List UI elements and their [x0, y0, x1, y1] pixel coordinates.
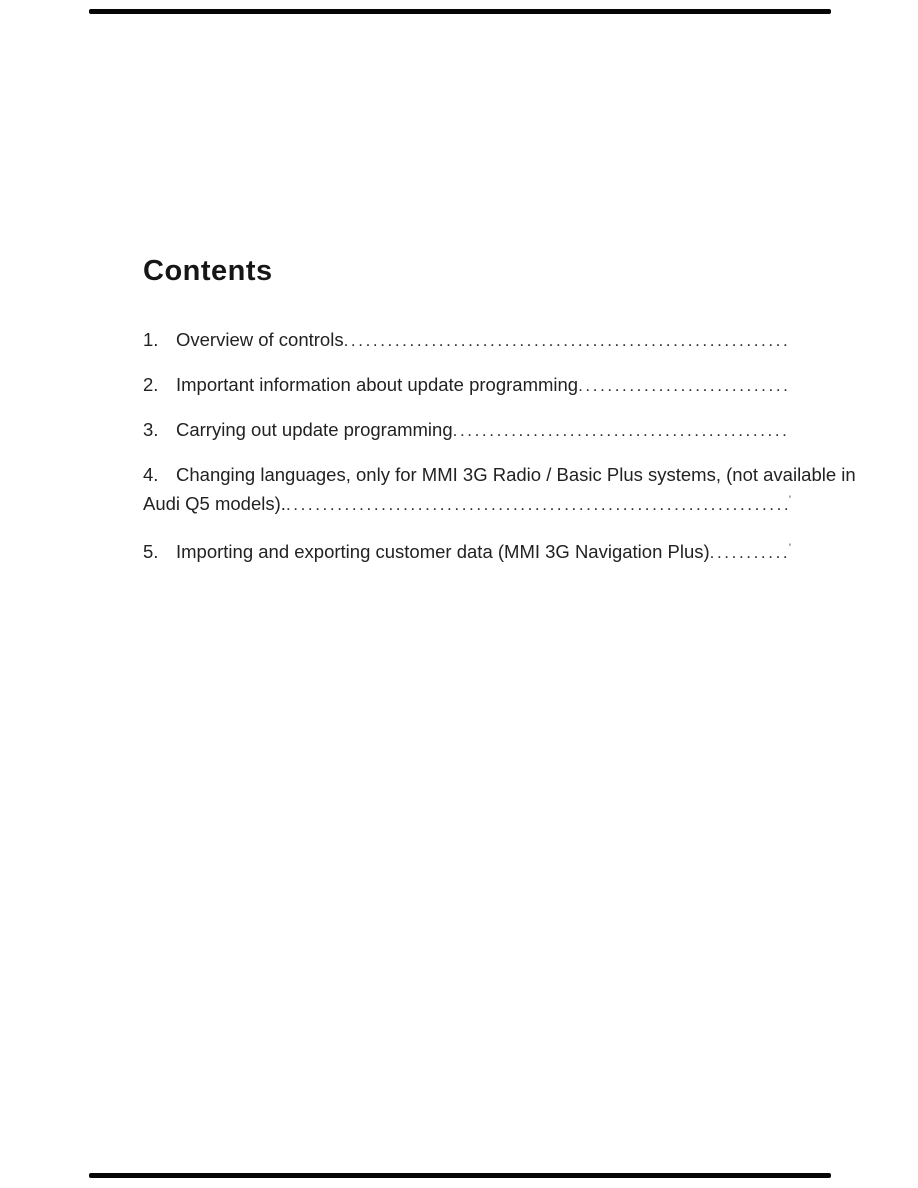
dot-leader: [344, 326, 790, 355]
toc-entry-title: Importing and exporting customer data (MMI 3G Navigation Plus): [176, 541, 710, 562]
dot-leader: [286, 490, 788, 519]
toc-entry-number: 3.: [143, 419, 159, 440]
toc-entry: [143, 415, 791, 445]
table-of-contents: [143, 325, 856, 585]
toc-entry: [143, 370, 791, 400]
toc-entry-title: Overview of controls: [176, 329, 344, 350]
toc-entry-title: Carrying out update programming: [176, 419, 453, 440]
toc-entry-number: 5.: [143, 541, 159, 562]
dot-leader: [453, 416, 790, 445]
clipped-page-number: ': [788, 542, 791, 554]
toc-entry: [143, 325, 791, 355]
toc-entry-number: 2.: [143, 374, 159, 395]
toc-entry-number: 1.: [143, 329, 159, 350]
toc-entry-title: Important information about update programming: [176, 374, 579, 395]
toc-entry-number: 4.: [143, 464, 159, 485]
scan-artifact-bar-bottom: [89, 1173, 831, 1178]
toc-entry: [143, 537, 791, 570]
clipped-page-number: ': [788, 494, 791, 506]
toc-entry: [143, 460, 856, 522]
dot-leader: [710, 538, 788, 567]
dot-leader: [578, 371, 790, 400]
page-title: Contents: [143, 255, 273, 288]
toc-entry-title-line-1: Changing languages, only for MMI 3G Radio / Basic Plus systems, (not available in: [176, 464, 856, 485]
toc-entry-title-line-2: Audi Q5 models).: [143, 493, 286, 514]
scan-artifact-bar-top: [89, 9, 831, 14]
